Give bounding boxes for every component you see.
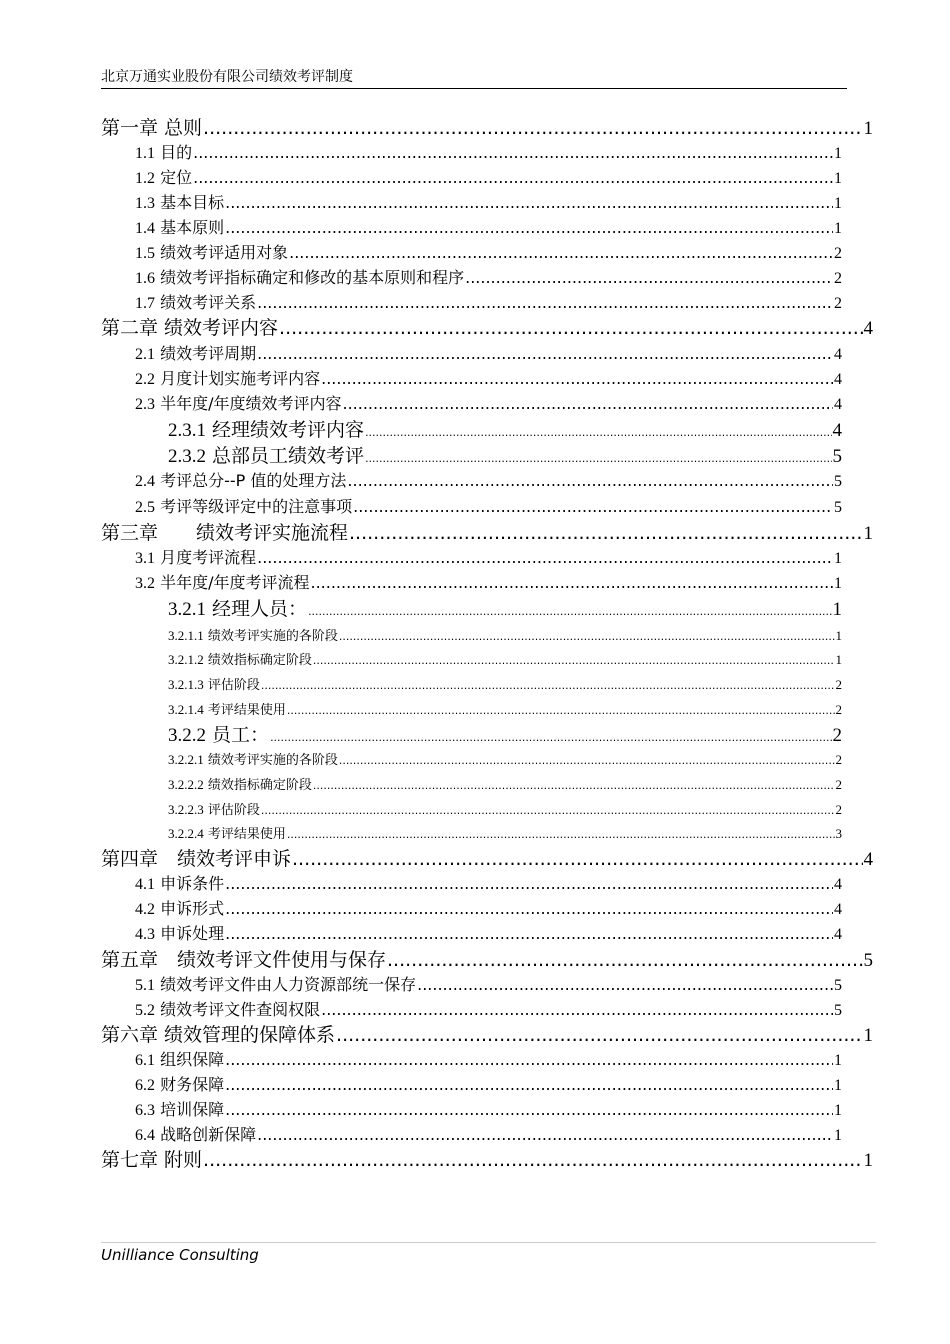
toc-entry-number: 2.3.1 <box>168 420 206 441</box>
toc-entry-number: 3.2.1.2 <box>168 652 204 667</box>
toc-entry[interactable] <box>168 722 842 748</box>
toc-entry-page: 4 <box>834 876 842 893</box>
toc-entry-page: 2 <box>832 725 842 746</box>
toc-entry-label <box>168 799 260 821</box>
toc-dot-leader <box>225 1048 833 1072</box>
toc-entry-title: 组织保障 <box>160 1050 225 1069</box>
toc-entry[interactable] <box>168 625 842 647</box>
toc-entry-label <box>101 947 386 973</box>
toc-dot-leader <box>257 291 833 315</box>
toc-entry-title: 经理人员： <box>212 598 308 620</box>
toc-entry[interactable] <box>101 1147 873 1173</box>
toc-entry-page: 1 <box>834 550 842 567</box>
toc-entry-page: 2 <box>834 295 842 312</box>
toc-entry-title: 第六章 绩效管理的保障体系 <box>101 1024 336 1046</box>
toc-entry-label <box>135 1098 224 1122</box>
toc-entry[interactable] <box>168 674 842 696</box>
toc-entry[interactable] <box>135 1073 842 1097</box>
toc-entry-number: 2.5 <box>135 499 155 516</box>
toc-entry[interactable] <box>168 596 842 622</box>
toc-entry-title: 申诉条件 <box>160 874 225 893</box>
toc-entry-label <box>168 649 312 671</box>
toc-dot-leader <box>365 446 831 469</box>
toc-entry[interactable] <box>135 216 842 240</box>
toc-entry-number: 3.2 <box>135 575 155 592</box>
toc-entry-label <box>135 141 192 165</box>
toc-dot-leader <box>261 800 835 821</box>
toc-dot-leader <box>289 241 833 265</box>
toc-entry[interactable] <box>135 241 842 265</box>
toc-entry-title: 员工： <box>212 724 270 746</box>
toc-entry[interactable] <box>135 872 842 896</box>
toc-entry-title: 评估阶段 <box>207 678 260 693</box>
toc-entry-title: 第一章 总则 <box>101 117 203 139</box>
toc-entry-title: 战略创新保障 <box>160 1125 257 1144</box>
toc-entry-number: 2.2 <box>135 371 155 388</box>
toc-entry-page: 4 <box>834 901 842 918</box>
toc-entry-number: 3.2.2.1 <box>168 752 204 767</box>
toc-entry-page: 1 <box>834 1052 842 1069</box>
toc-dot-leader <box>279 315 862 341</box>
toc-entry-label <box>135 469 346 493</box>
toc-entry-label <box>168 774 312 796</box>
toc-entry-title: 申诉形式 <box>160 899 225 918</box>
toc-entry-page: 4 <box>834 926 842 943</box>
toc-entry[interactable] <box>135 291 842 315</box>
toc-entry-title: 考评等级评定中的注意事项 <box>160 497 353 516</box>
toc-entry-label <box>101 1022 335 1048</box>
toc-entry-page: 1 <box>863 1150 873 1171</box>
toc-entry-title: 申诉处理 <box>160 924 225 943</box>
toc-dot-leader <box>225 872 833 896</box>
toc-entry-number: 5.2 <box>135 1002 155 1019</box>
toc-entry-title: 基本原则 <box>160 218 225 237</box>
toc-entry-page: 1 <box>832 599 842 620</box>
toc-entry-title: 绩效考评文件由人力资源部统一保存 <box>160 975 417 994</box>
footer-divider <box>101 1242 876 1243</box>
toc-entry-page: 1 <box>834 1077 842 1094</box>
toc-entry-page: 5 <box>834 499 842 516</box>
toc-entry-label <box>135 1048 224 1072</box>
toc-entry-title: 总部员工绩效考评 <box>212 445 365 467</box>
toc-entry[interactable] <box>135 495 842 519</box>
toc-entry-page: 5 <box>834 1002 842 1019</box>
toc-dot-leader <box>287 824 835 845</box>
toc-dot-leader <box>465 266 833 290</box>
toc-dot-leader <box>225 1098 833 1122</box>
toc-entry-label <box>135 241 288 265</box>
toc-entry-page: 2 <box>835 777 842 792</box>
toc-entry-title: 半年度/年度考评流程 <box>160 573 310 592</box>
toc-entry-title: 评估阶段 <box>207 803 260 818</box>
toc-entry[interactable] <box>135 266 842 290</box>
toc-dot-leader <box>313 650 835 671</box>
toc-entry-page: 4 <box>834 371 842 388</box>
toc-dot-leader <box>339 750 835 771</box>
toc-entry-number: 2.3 <box>135 396 155 413</box>
toc-entry-page: 3 <box>835 826 842 841</box>
toc-entry-number: 6.3 <box>135 1102 155 1119</box>
toc-dot-leader <box>365 420 831 443</box>
toc-entry-title: 第四章 绩效考评申诉 <box>101 848 292 870</box>
toc-entry-label <box>168 699 286 721</box>
toc-entry[interactable] <box>168 823 842 845</box>
toc-entry-page: 2 <box>835 677 842 692</box>
toc-entry-page: 2 <box>835 752 842 767</box>
toc-entry[interactable] <box>135 1123 842 1147</box>
toc-entry[interactable] <box>168 417 842 443</box>
toc-entry-title: 考评总分--P 值的处理方法 <box>160 471 347 490</box>
toc-entry-page: 5 <box>834 977 842 994</box>
toc-entry-title: 第三章 绩效考评实施流程 <box>101 522 349 544</box>
toc-entry[interactable] <box>135 897 842 921</box>
toc-entry[interactable] <box>101 1022 873 1048</box>
toc-entry-number: 4.2 <box>135 901 155 918</box>
toc-entry-number: 1.3 <box>135 195 155 212</box>
toc-entry-label <box>135 291 256 315</box>
toc-entry[interactable] <box>101 846 873 872</box>
toc-entry-label <box>135 191 224 215</box>
toc-entry[interactable] <box>135 546 842 570</box>
toc-entry-label <box>135 922 224 946</box>
toc-entry[interactable] <box>101 520 873 546</box>
toc-entry-title: 基本目标 <box>160 193 225 212</box>
toc-entry-label <box>135 166 192 190</box>
toc-entry-page: 2 <box>835 702 842 717</box>
toc-dot-leader <box>343 392 834 416</box>
toc-entry-page: 5 <box>834 473 842 490</box>
toc-entry-label <box>168 417 364 443</box>
toc-entry[interactable] <box>168 699 842 721</box>
toc-entry-number: 2.4 <box>135 473 155 490</box>
toc-entry-number: 2.1 <box>135 346 155 363</box>
toc-entry-label <box>135 342 256 366</box>
toc-entry-number: 1.1 <box>135 145 155 162</box>
toc-entry-title: 绩效考评实施的各阶段 <box>207 753 338 768</box>
toc-dot-leader <box>193 166 833 190</box>
toc-entry-label <box>168 625 338 647</box>
toc-dot-leader <box>349 520 862 546</box>
toc-entry-label <box>135 266 464 290</box>
toc-entry-title: 第七章 附则 <box>101 1149 203 1171</box>
toc-entry-label <box>168 674 260 696</box>
toc-entry[interactable] <box>135 571 842 595</box>
toc-entry-page: 1 <box>835 652 842 667</box>
toc-dot-leader <box>336 1022 862 1048</box>
toc-entry[interactable] <box>168 749 842 771</box>
toc-entry-label <box>135 546 256 570</box>
toc-entry-number: 1.7 <box>135 295 155 312</box>
toc-entry-number: 1.6 <box>135 270 155 287</box>
toc-entry-label <box>135 1073 224 1097</box>
toc-entry-number: 3.2.2 <box>168 725 206 746</box>
toc-entry-title: 月度考评流程 <box>160 548 257 567</box>
toc-entry-number: 3.1 <box>135 550 155 567</box>
toc-entry-label <box>135 973 416 997</box>
toc-entry-number: 3.2.1.4 <box>168 702 204 717</box>
toc-dot-leader <box>292 846 862 872</box>
toc-entry-label <box>168 823 286 845</box>
toc-entry-label <box>135 1123 256 1147</box>
toc-entry[interactable] <box>135 1048 842 1072</box>
toc-entry[interactable] <box>135 973 842 997</box>
toc-entry-label <box>135 998 320 1022</box>
toc-entry-page: 4 <box>832 420 842 441</box>
toc-entry-number: 3.2.2.2 <box>168 777 204 792</box>
toc-entry-title: 经理绩效考评内容 <box>212 419 365 441</box>
toc-entry-number: 3.2.2.4 <box>168 826 204 841</box>
toc-entry-title: 第五章 绩效考评文件使用与保存 <box>101 949 387 971</box>
toc-entry-title: 绩效考评周期 <box>160 344 257 363</box>
toc-entry-title: 绩效指标确定阶段 <box>207 653 312 668</box>
toc-dot-leader <box>308 599 831 622</box>
toc-entry-label <box>101 846 291 872</box>
toc-dot-leader <box>347 469 833 493</box>
toc-entry[interactable] <box>135 166 842 190</box>
toc-entry-title: 培训保障 <box>160 1100 225 1119</box>
toc-entry[interactable] <box>168 649 842 671</box>
toc-dot-leader <box>261 675 835 696</box>
toc-entry[interactable] <box>101 947 873 973</box>
toc-entry-title: 财务保障 <box>160 1075 225 1094</box>
toc-entry-page: 5 <box>863 950 873 971</box>
toc-entry-number: 3.2.1 <box>168 599 206 620</box>
toc-dot-leader <box>321 367 833 391</box>
toc-entry-title: 绩效考评适用对象 <box>160 243 289 262</box>
toc-entry-number: 5.1 <box>135 977 155 994</box>
toc-dot-leader <box>270 725 831 748</box>
toc-dot-leader <box>287 700 835 721</box>
toc-entry-label <box>101 1147 202 1173</box>
toc-entry-page: 5 <box>832 446 842 467</box>
toc-entry-title: 月度计划实施考评内容 <box>160 369 321 388</box>
toc-entry-number: 3.2.2.3 <box>168 802 204 817</box>
toc-entry-title: 绩效考评文件查阅权限 <box>160 1000 321 1019</box>
toc-entry-number: 3.2.1.3 <box>168 677 204 692</box>
toc-entry-number: 1.2 <box>135 170 155 187</box>
toc-entry[interactable] <box>101 115 873 141</box>
toc-entry-number: 6.2 <box>135 1077 155 1094</box>
toc-entry-label <box>101 315 278 341</box>
toc-entry-label <box>135 872 224 896</box>
toc-dot-leader <box>387 947 862 973</box>
toc-entry-page: 1 <box>834 1127 842 1144</box>
toc-entry-number: 4.1 <box>135 876 155 893</box>
toc-entry-label <box>101 115 202 141</box>
toc-entry-label <box>168 596 307 622</box>
toc-entry[interactable] <box>135 1098 842 1122</box>
toc-entry-title: 目的 <box>160 143 193 162</box>
toc-entry-number: 1.5 <box>135 245 155 262</box>
toc-entry[interactable] <box>135 191 842 215</box>
footer-text: Unilliance Consulting <box>101 1246 259 1264</box>
toc-dot-leader <box>339 626 835 647</box>
toc-entry-page: 1 <box>834 1102 842 1119</box>
toc-dot-leader <box>417 973 833 997</box>
toc-entry[interactable] <box>168 799 842 821</box>
toc-entry[interactable] <box>135 998 842 1022</box>
toc-entry-page: 1 <box>835 628 842 643</box>
toc-entry-page: 4 <box>834 346 842 363</box>
toc-entry-label <box>135 216 224 240</box>
toc-entry-label <box>168 749 338 771</box>
toc-entry-page: 1 <box>834 145 842 162</box>
toc-entry-number: 4.3 <box>135 926 155 943</box>
toc-entry-page: 1 <box>834 170 842 187</box>
toc-dot-leader <box>321 998 833 1022</box>
toc-entry-title: 半年度/年度绩效考评内容 <box>160 394 342 413</box>
toc-entry-page: 4 <box>863 318 873 339</box>
toc-dot-leader <box>225 922 833 946</box>
toc-entry-page: 1 <box>863 118 873 139</box>
toc-entry-page: 4 <box>834 396 842 413</box>
toc-entry-number: 6.4 <box>135 1127 155 1144</box>
toc-entry[interactable] <box>168 443 842 469</box>
toc-dot-leader <box>311 571 834 595</box>
toc-entry-title: 绩效考评指标确定和修改的基本原则和程序 <box>160 268 465 287</box>
toc-dot-leader <box>313 775 835 796</box>
toc-entry-title: 定位 <box>160 168 193 187</box>
toc-dot-leader <box>203 1147 862 1173</box>
toc-entry[interactable] <box>135 922 842 946</box>
toc-entry-page: 2 <box>834 245 842 262</box>
toc-entry-label <box>168 722 269 748</box>
toc-entry[interactable] <box>135 367 842 391</box>
toc-entry-page: 1 <box>834 195 842 212</box>
toc-entry[interactable] <box>168 774 842 796</box>
toc-dot-leader <box>225 216 833 240</box>
toc-entry-label <box>168 443 364 469</box>
toc-entry-title: 绩效考评实施的各阶段 <box>207 629 338 644</box>
toc-entry[interactable] <box>135 469 842 493</box>
toc-dot-leader <box>203 115 862 141</box>
toc-dot-leader <box>257 1123 833 1147</box>
toc-dot-leader <box>225 897 833 921</box>
toc-entry-label <box>135 392 342 416</box>
toc-dot-leader <box>225 1073 833 1097</box>
toc-entry-number: 3.2.1.1 <box>168 628 204 643</box>
toc-entry[interactable] <box>135 141 842 165</box>
toc-entry-page: 1 <box>863 1025 873 1046</box>
toc-entry-page: 2 <box>835 802 842 817</box>
toc-entry-label <box>135 495 352 519</box>
toc-entry[interactable] <box>135 392 842 416</box>
page-header <box>101 66 847 89</box>
toc-entry-title: 第二章 绩效考评内容 <box>101 317 279 339</box>
toc-entry-label <box>135 897 224 921</box>
document-title: 北京万通实业股份有限公司绩效考评制度 <box>101 69 353 85</box>
page-footer <box>101 1246 259 1264</box>
toc-entry-page: 1 <box>834 575 842 592</box>
toc-entry-number: 1.4 <box>135 220 155 237</box>
toc-entry-page: 4 <box>863 849 873 870</box>
toc-dot-leader <box>353 495 833 519</box>
toc-dot-leader <box>257 546 833 570</box>
toc-entry[interactable] <box>135 342 842 366</box>
toc-entry-label <box>135 571 310 595</box>
toc-entry-title: 绩效指标确定阶段 <box>207 778 312 793</box>
toc-dot-leader <box>193 141 833 165</box>
toc-entry-page: 2 <box>834 270 842 287</box>
toc-entry-title: 考评结果使用 <box>207 703 286 718</box>
toc-dot-leader <box>225 191 833 215</box>
toc-entry-page: 1 <box>863 523 873 544</box>
toc-entry-label <box>101 520 348 546</box>
toc-entry-number: 6.1 <box>135 1052 155 1069</box>
toc-entry-label <box>135 367 320 391</box>
toc-entry-page: 1 <box>834 220 842 237</box>
toc-entry-title: 绩效考评关系 <box>160 293 257 312</box>
toc-entry-title: 考评结果使用 <box>207 827 286 842</box>
toc-entry-number: 2.3.2 <box>168 446 206 467</box>
toc-entry[interactable] <box>101 315 873 341</box>
toc-dot-leader <box>257 342 833 366</box>
